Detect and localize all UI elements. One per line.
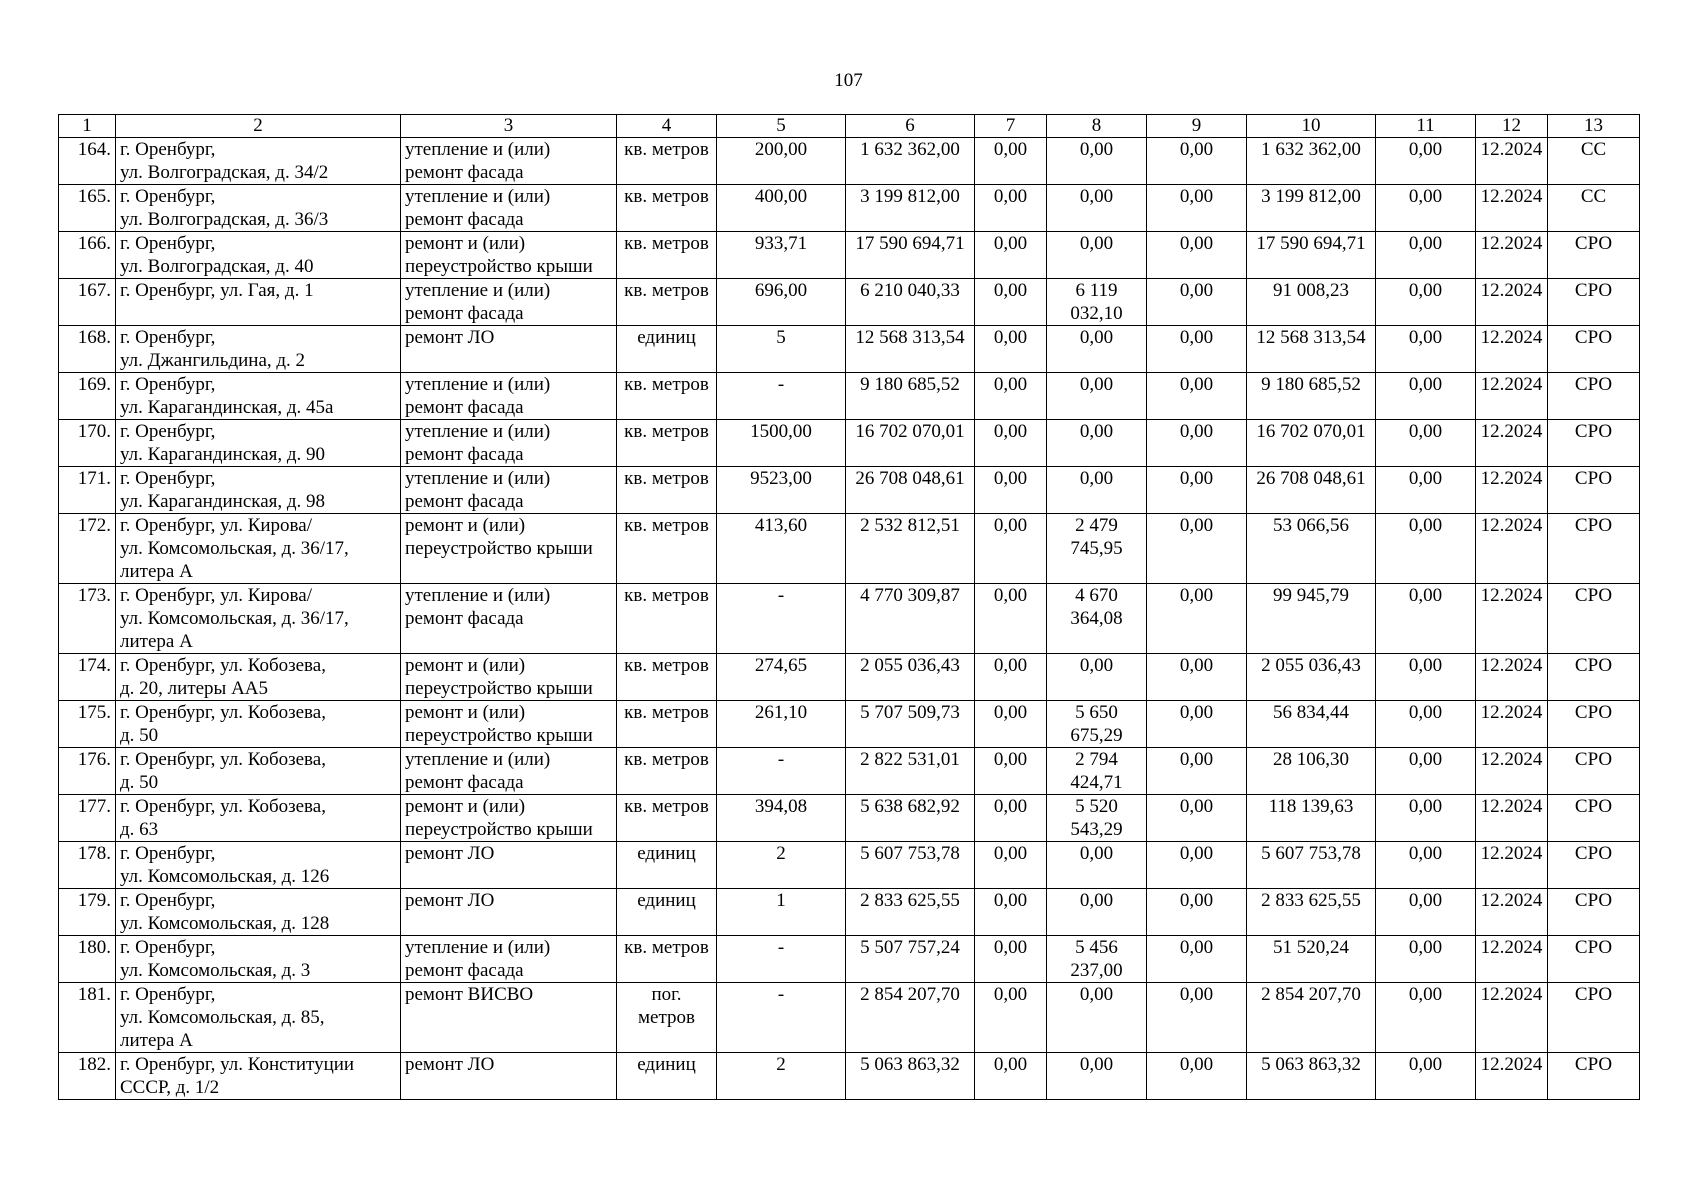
cell-work-type: ремонт ЛО bbox=[401, 326, 617, 373]
cell-work-type: ремонт ВИСВО bbox=[401, 983, 617, 1053]
column-header-4: 4 bbox=[617, 115, 717, 138]
cell-work-type: ремонт и (или) переустройство крыши bbox=[401, 514, 617, 584]
cell-work-type: утепление и (или) ремонт фасада bbox=[401, 420, 617, 467]
cell-method: СРО bbox=[1548, 795, 1640, 842]
cell-budget-cost: 6 119 032,10 bbox=[1047, 279, 1147, 326]
page-number: 107 bbox=[834, 70, 863, 91]
cell-method: СРО bbox=[1548, 748, 1640, 795]
cell-total-cost: 2 822 531,01 bbox=[846, 748, 975, 795]
cell-row-number: 167. bbox=[59, 279, 116, 326]
cell-volume: 394,08 bbox=[717, 795, 846, 842]
cell-owner-cost: 53 066,56 bbox=[1247, 514, 1376, 584]
cell-volume: - bbox=[717, 936, 846, 983]
cell-other-cost: 0,00 bbox=[1147, 936, 1247, 983]
cell-total-cost: 5 638 682,92 bbox=[846, 795, 975, 842]
cell-address: г. Оренбург, ул. Волгоградская, д. 34/2 bbox=[116, 138, 401, 185]
cell-fund-cost: 0,00 bbox=[975, 795, 1047, 842]
cell-method: СС bbox=[1548, 138, 1640, 185]
cell-total-cost: 5 607 753,78 bbox=[846, 842, 975, 889]
cell-owner-cost: 2 055 036,43 bbox=[1247, 654, 1376, 701]
cell-address: г. Оренбург, ул. Волгоградская, д. 40 bbox=[116, 232, 401, 279]
header-row bbox=[59, 115, 1640, 138]
cell-address: г. Оренбург, ул. Конституции СССР, д. 1/2 bbox=[116, 1053, 401, 1100]
cell-total-cost: 5 063 863,32 bbox=[846, 1053, 975, 1100]
cell-budget-cost: 2 479 745,95 bbox=[1047, 514, 1147, 584]
cell-total-cost: 3 199 812,00 bbox=[846, 185, 975, 232]
cell-owner-cost: 1 632 362,00 bbox=[1247, 138, 1376, 185]
cell-method: СРО bbox=[1548, 326, 1640, 373]
cell-work-type: ремонт и (или) переустройство крыши bbox=[401, 795, 617, 842]
cell-method: СС bbox=[1548, 185, 1640, 232]
cell-budget-cost: 0,00 bbox=[1047, 138, 1147, 185]
cell-extra-cost: 0,00 bbox=[1376, 842, 1476, 889]
cell-budget-cost: 0,00 bbox=[1047, 326, 1147, 373]
cell-method: СРО bbox=[1548, 889, 1640, 936]
cell-extra-cost: 0,00 bbox=[1376, 936, 1476, 983]
cell-budget-cost: 5 520 543,29 bbox=[1047, 795, 1147, 842]
cell-row-number: 169. bbox=[59, 373, 116, 420]
cell-address: г. Оренбург, ул. Кобозева, д. 50 bbox=[116, 748, 401, 795]
cell-owner-cost: 9 180 685,52 bbox=[1247, 373, 1376, 420]
cell-volume: 400,00 bbox=[717, 185, 846, 232]
cell-unit: кв. метров bbox=[617, 420, 717, 467]
cell-address: г. Оренбург, ул. Комсомольская, д. 85, литера А bbox=[116, 983, 401, 1053]
cell-total-cost: 5 507 757,24 bbox=[846, 936, 975, 983]
cell-method: СРО bbox=[1548, 279, 1640, 326]
cell-completion-date: 12.2024 bbox=[1476, 138, 1548, 185]
cell-method: СРО bbox=[1548, 373, 1640, 420]
table-row bbox=[59, 467, 1640, 514]
cell-extra-cost: 0,00 bbox=[1376, 420, 1476, 467]
cell-unit: единиц bbox=[617, 326, 717, 373]
cell-fund-cost: 0,00 bbox=[975, 467, 1047, 514]
cell-row-number: 173. bbox=[59, 584, 116, 654]
cell-row-number: 179. bbox=[59, 889, 116, 936]
table-row bbox=[59, 795, 1640, 842]
cell-address: г. Оренбург, ул. Гая, д. 1 bbox=[116, 279, 401, 326]
table-row bbox=[59, 936, 1640, 983]
cell-row-number: 182. bbox=[59, 1053, 116, 1100]
cell-address: г. Оренбург, ул. Кобозева, д. 50 bbox=[116, 701, 401, 748]
cell-fund-cost: 0,00 bbox=[975, 138, 1047, 185]
cell-fund-cost: 0,00 bbox=[975, 936, 1047, 983]
cell-extra-cost: 0,00 bbox=[1376, 467, 1476, 514]
cell-extra-cost: 0,00 bbox=[1376, 326, 1476, 373]
cell-completion-date: 12.2024 bbox=[1476, 467, 1548, 514]
cell-row-number: 168. bbox=[59, 326, 116, 373]
cell-completion-date: 12.2024 bbox=[1476, 1053, 1548, 1100]
cell-owner-cost: 118 139,63 bbox=[1247, 795, 1376, 842]
cell-fund-cost: 0,00 bbox=[975, 232, 1047, 279]
cell-volume: - bbox=[717, 983, 846, 1053]
cell-volume: 5 bbox=[717, 326, 846, 373]
cell-extra-cost: 0,00 bbox=[1376, 373, 1476, 420]
cell-fund-cost: 0,00 bbox=[975, 514, 1047, 584]
cell-owner-cost: 5 607 753,78 bbox=[1247, 842, 1376, 889]
cell-completion-date: 12.2024 bbox=[1476, 373, 1548, 420]
cell-budget-cost: 0,00 bbox=[1047, 983, 1147, 1053]
cell-address: г. Оренбург, ул. Комсомольская, д. 3 bbox=[116, 936, 401, 983]
column-header-12: 12 bbox=[1476, 115, 1548, 138]
table-row bbox=[59, 185, 1640, 232]
cell-other-cost: 0,00 bbox=[1147, 467, 1247, 514]
table-row bbox=[59, 889, 1640, 936]
cell-total-cost: 2 055 036,43 bbox=[846, 654, 975, 701]
cell-other-cost: 0,00 bbox=[1147, 514, 1247, 584]
cell-work-type: ремонт ЛО bbox=[401, 1053, 617, 1100]
cell-owner-cost: 26 708 048,61 bbox=[1247, 467, 1376, 514]
cell-unit: единиц bbox=[617, 1053, 717, 1100]
cell-row-number: 170. bbox=[59, 420, 116, 467]
cell-fund-cost: 0,00 bbox=[975, 701, 1047, 748]
cell-budget-cost: 0,00 bbox=[1047, 373, 1147, 420]
cell-budget-cost: 0,00 bbox=[1047, 889, 1147, 936]
table-row bbox=[59, 584, 1640, 654]
cell-owner-cost: 91 008,23 bbox=[1247, 279, 1376, 326]
cell-work-type: утепление и (или) ремонт фасада bbox=[401, 748, 617, 795]
cell-completion-date: 12.2024 bbox=[1476, 701, 1548, 748]
cell-fund-cost: 0,00 bbox=[975, 373, 1047, 420]
data-table bbox=[58, 114, 1640, 1100]
column-header-7: 7 bbox=[975, 115, 1047, 138]
cell-unit: кв. метров bbox=[617, 232, 717, 279]
cell-extra-cost: 0,00 bbox=[1376, 279, 1476, 326]
cell-completion-date: 12.2024 bbox=[1476, 584, 1548, 654]
column-header-9: 9 bbox=[1147, 115, 1247, 138]
cell-unit: кв. метров bbox=[617, 373, 717, 420]
cell-volume: 9523,00 bbox=[717, 467, 846, 514]
cell-completion-date: 12.2024 bbox=[1476, 279, 1548, 326]
cell-volume: 261,10 bbox=[717, 701, 846, 748]
cell-budget-cost: 0,00 bbox=[1047, 232, 1147, 279]
cell-unit: кв. метров bbox=[617, 279, 717, 326]
cell-row-number: 181. bbox=[59, 983, 116, 1053]
cell-unit: кв. метров bbox=[617, 584, 717, 654]
cell-method: СРО bbox=[1548, 842, 1640, 889]
cell-total-cost: 2 833 625,55 bbox=[846, 889, 975, 936]
cell-work-type: утепление и (или) ремонт фасада bbox=[401, 185, 617, 232]
cell-unit: кв. метров bbox=[617, 701, 717, 748]
cell-other-cost: 0,00 bbox=[1147, 1053, 1247, 1100]
table-row bbox=[59, 232, 1640, 279]
cell-owner-cost: 3 199 812,00 bbox=[1247, 185, 1376, 232]
cell-work-type: утепление и (или) ремонт фасада bbox=[401, 279, 617, 326]
cell-other-cost: 0,00 bbox=[1147, 138, 1247, 185]
cell-fund-cost: 0,00 bbox=[975, 889, 1047, 936]
cell-extra-cost: 0,00 bbox=[1376, 185, 1476, 232]
cell-unit: кв. метров bbox=[617, 748, 717, 795]
cell-row-number: 164. bbox=[59, 138, 116, 185]
cell-other-cost: 0,00 bbox=[1147, 326, 1247, 373]
cell-volume: 274,65 bbox=[717, 654, 846, 701]
cell-total-cost: 6 210 040,33 bbox=[846, 279, 975, 326]
cell-budget-cost: 0,00 bbox=[1047, 420, 1147, 467]
cell-owner-cost: 12 568 313,54 bbox=[1247, 326, 1376, 373]
cell-unit: пог. метров bbox=[617, 983, 717, 1053]
cell-unit: единиц bbox=[617, 842, 717, 889]
cell-fund-cost: 0,00 bbox=[975, 420, 1047, 467]
cell-completion-date: 12.2024 bbox=[1476, 514, 1548, 584]
cell-method: СРО bbox=[1548, 467, 1640, 514]
cell-address: г. Оренбург, ул. Кирова/ ул. Комсомольская, д. 36/17, литера А bbox=[116, 584, 401, 654]
column-header-1: 1 bbox=[59, 115, 116, 138]
cell-row-number: 174. bbox=[59, 654, 116, 701]
cell-other-cost: 0,00 bbox=[1147, 232, 1247, 279]
cell-completion-date: 12.2024 bbox=[1476, 936, 1548, 983]
cell-work-type: ремонт ЛО bbox=[401, 842, 617, 889]
cell-row-number: 176. bbox=[59, 748, 116, 795]
cell-work-type: утепление и (или) ремонт фасада bbox=[401, 467, 617, 514]
cell-work-type: утепление и (или) ремонт фасада bbox=[401, 373, 617, 420]
cell-row-number: 180. bbox=[59, 936, 116, 983]
cell-row-number: 166. bbox=[59, 232, 116, 279]
cell-owner-cost: 2 854 207,70 bbox=[1247, 983, 1376, 1053]
cell-fund-cost: 0,00 bbox=[975, 748, 1047, 795]
table-row bbox=[59, 138, 1640, 185]
cell-address: г. Оренбург, ул. Карагандинская, д. 45а bbox=[116, 373, 401, 420]
cell-address: г. Оренбург, ул. Кобозева, д. 20, литеры АА5 bbox=[116, 654, 401, 701]
cell-volume: 1500,00 bbox=[717, 420, 846, 467]
cell-other-cost: 0,00 bbox=[1147, 654, 1247, 701]
cell-other-cost: 0,00 bbox=[1147, 842, 1247, 889]
cell-completion-date: 12.2024 bbox=[1476, 748, 1548, 795]
cell-completion-date: 12.2024 bbox=[1476, 983, 1548, 1053]
cell-row-number: 178. bbox=[59, 842, 116, 889]
cell-work-type: ремонт ЛО bbox=[401, 889, 617, 936]
cell-volume: 200,00 bbox=[717, 138, 846, 185]
cell-owner-cost: 16 702 070,01 bbox=[1247, 420, 1376, 467]
cell-fund-cost: 0,00 bbox=[975, 1053, 1047, 1100]
cell-fund-cost: 0,00 bbox=[975, 279, 1047, 326]
cell-budget-cost: 2 794 424,71 bbox=[1047, 748, 1147, 795]
cell-unit: единиц bbox=[617, 889, 717, 936]
table-row bbox=[59, 420, 1640, 467]
cell-total-cost: 2 532 812,51 bbox=[846, 514, 975, 584]
cell-total-cost: 4 770 309,87 bbox=[846, 584, 975, 654]
cell-extra-cost: 0,00 bbox=[1376, 584, 1476, 654]
cell-budget-cost: 0,00 bbox=[1047, 654, 1147, 701]
cell-other-cost: 0,00 bbox=[1147, 889, 1247, 936]
cell-unit: кв. метров bbox=[617, 138, 717, 185]
cell-owner-cost: 51 520,24 bbox=[1247, 936, 1376, 983]
cell-method: СРО bbox=[1548, 1053, 1640, 1100]
cell-row-number: 171. bbox=[59, 467, 116, 514]
column-header-8: 8 bbox=[1047, 115, 1147, 138]
cell-budget-cost: 0,00 bbox=[1047, 467, 1147, 514]
cell-other-cost: 0,00 bbox=[1147, 701, 1247, 748]
column-header-6: 6 bbox=[846, 115, 975, 138]
column-header-13: 13 bbox=[1548, 115, 1640, 138]
cell-extra-cost: 0,00 bbox=[1376, 795, 1476, 842]
cell-other-cost: 0,00 bbox=[1147, 279, 1247, 326]
cell-unit: кв. метров bbox=[617, 654, 717, 701]
cell-volume: 1 bbox=[717, 889, 846, 936]
cell-other-cost: 0,00 bbox=[1147, 584, 1247, 654]
cell-method: СРО bbox=[1548, 983, 1640, 1053]
cell-work-type: утепление и (или) ремонт фасада bbox=[401, 138, 617, 185]
table-row bbox=[59, 326, 1640, 373]
column-header-3: 3 bbox=[401, 115, 617, 138]
cell-fund-cost: 0,00 bbox=[975, 185, 1047, 232]
cell-volume: 696,00 bbox=[717, 279, 846, 326]
cell-fund-cost: 0,00 bbox=[975, 983, 1047, 1053]
cell-address: г. Оренбург, ул. Джангильдина, д. 2 bbox=[116, 326, 401, 373]
table-row bbox=[59, 373, 1640, 420]
cell-other-cost: 0,00 bbox=[1147, 795, 1247, 842]
cell-method: СРО bbox=[1548, 514, 1640, 584]
cell-volume: 933,71 bbox=[717, 232, 846, 279]
cell-work-type: ремонт и (или) переустройство крыши bbox=[401, 232, 617, 279]
cell-row-number: 177. bbox=[59, 795, 116, 842]
cell-address: г. Оренбург, ул. Карагандинская, д. 98 bbox=[116, 467, 401, 514]
cell-completion-date: 12.2024 bbox=[1476, 185, 1548, 232]
cell-other-cost: 0,00 bbox=[1147, 373, 1247, 420]
cell-completion-date: 12.2024 bbox=[1476, 654, 1548, 701]
table-row bbox=[59, 842, 1640, 889]
cell-owner-cost: 99 945,79 bbox=[1247, 584, 1376, 654]
cell-budget-cost: 0,00 bbox=[1047, 842, 1147, 889]
table-row bbox=[59, 654, 1640, 701]
cell-total-cost: 12 568 313,54 bbox=[846, 326, 975, 373]
cell-method: СРО bbox=[1548, 232, 1640, 279]
column-header-10: 10 bbox=[1247, 115, 1376, 138]
table-row bbox=[59, 748, 1640, 795]
cell-method: СРО bbox=[1548, 420, 1640, 467]
cell-budget-cost: 5 650 675,29 bbox=[1047, 701, 1147, 748]
cell-total-cost: 1 632 362,00 bbox=[846, 138, 975, 185]
cell-work-type: ремонт и (или) переустройство крыши bbox=[401, 701, 617, 748]
cell-owner-cost: 5 063 863,32 bbox=[1247, 1053, 1376, 1100]
cell-owner-cost: 17 590 694,71 bbox=[1247, 232, 1376, 279]
cell-extra-cost: 0,00 bbox=[1376, 232, 1476, 279]
cell-total-cost: 5 707 509,73 bbox=[846, 701, 975, 748]
cell-extra-cost: 0,00 bbox=[1376, 748, 1476, 795]
cell-method: СРО bbox=[1548, 654, 1640, 701]
cell-budget-cost: 0,00 bbox=[1047, 185, 1147, 232]
cell-fund-cost: 0,00 bbox=[975, 584, 1047, 654]
cell-extra-cost: 0,00 bbox=[1376, 514, 1476, 584]
cell-volume: - bbox=[717, 584, 846, 654]
cell-completion-date: 12.2024 bbox=[1476, 842, 1548, 889]
cell-unit: кв. метров bbox=[617, 514, 717, 584]
cell-volume: 2 bbox=[717, 842, 846, 889]
cell-completion-date: 12.2024 bbox=[1476, 420, 1548, 467]
cell-fund-cost: 0,00 bbox=[975, 654, 1047, 701]
cell-completion-date: 12.2024 bbox=[1476, 326, 1548, 373]
column-header-5: 5 bbox=[717, 115, 846, 138]
cell-extra-cost: 0,00 bbox=[1376, 889, 1476, 936]
cell-volume: 2 bbox=[717, 1053, 846, 1100]
cell-other-cost: 0,00 bbox=[1147, 420, 1247, 467]
cell-row-number: 175. bbox=[59, 701, 116, 748]
cell-row-number: 165. bbox=[59, 185, 116, 232]
cell-other-cost: 0,00 bbox=[1147, 983, 1247, 1053]
cell-address: г. Оренбург, ул. Комсомольская, д. 126 bbox=[116, 842, 401, 889]
table-body bbox=[59, 138, 1640, 1100]
cell-budget-cost: 0,00 bbox=[1047, 1053, 1147, 1100]
table-row bbox=[59, 983, 1640, 1053]
column-header-11: 11 bbox=[1376, 115, 1476, 138]
cell-extra-cost: 0,00 bbox=[1376, 1053, 1476, 1100]
cell-completion-date: 12.2024 bbox=[1476, 889, 1548, 936]
table-row bbox=[59, 279, 1640, 326]
cell-work-type: утепление и (или) ремонт фасада bbox=[401, 936, 617, 983]
cell-method: СРО bbox=[1548, 936, 1640, 983]
cell-budget-cost: 5 456 237,00 bbox=[1047, 936, 1147, 983]
cell-method: СРО bbox=[1548, 701, 1640, 748]
column-header-2: 2 bbox=[116, 115, 401, 138]
cell-other-cost: 0,00 bbox=[1147, 748, 1247, 795]
cell-unit: кв. метров bbox=[617, 936, 717, 983]
cell-owner-cost: 56 834,44 bbox=[1247, 701, 1376, 748]
table-row bbox=[59, 514, 1640, 584]
cell-unit: кв. метров bbox=[617, 185, 717, 232]
cell-unit: кв. метров bbox=[617, 795, 717, 842]
cell-extra-cost: 0,00 bbox=[1376, 701, 1476, 748]
cell-work-type: утепление и (или) ремонт фасада bbox=[401, 584, 617, 654]
cell-fund-cost: 0,00 bbox=[975, 842, 1047, 889]
cell-row-number: 172. bbox=[59, 514, 116, 584]
cell-other-cost: 0,00 bbox=[1147, 185, 1247, 232]
cell-budget-cost: 4 670 364,08 bbox=[1047, 584, 1147, 654]
cell-total-cost: 26 708 048,61 bbox=[846, 467, 975, 514]
cell-extra-cost: 0,00 bbox=[1376, 654, 1476, 701]
cell-extra-cost: 0,00 bbox=[1376, 983, 1476, 1053]
cell-extra-cost: 0,00 bbox=[1376, 138, 1476, 185]
cell-work-type: ремонт и (или) переустройство крыши bbox=[401, 654, 617, 701]
cell-volume: - bbox=[717, 373, 846, 420]
cell-owner-cost: 28 106,30 bbox=[1247, 748, 1376, 795]
cell-method: СРО bbox=[1548, 584, 1640, 654]
cell-owner-cost: 2 833 625,55 bbox=[1247, 889, 1376, 936]
cell-unit: кв. метров bbox=[617, 467, 717, 514]
cell-volume: - bbox=[717, 748, 846, 795]
table-row bbox=[59, 1053, 1640, 1100]
cell-total-cost: 17 590 694,71 bbox=[846, 232, 975, 279]
cell-fund-cost: 0,00 bbox=[975, 326, 1047, 373]
cell-address: г. Оренбург, ул. Комсомольская, д. 128 bbox=[116, 889, 401, 936]
cell-volume: 413,60 bbox=[717, 514, 846, 584]
cell-address: г. Оренбург, ул. Волгоградская, д. 36/3 bbox=[116, 185, 401, 232]
cell-address: г. Оренбург, ул. Кобозева, д. 63 bbox=[116, 795, 401, 842]
cell-address: г. Оренбург, ул. Кирова/ ул. Комсомольская, д. 36/17, литера А bbox=[116, 514, 401, 584]
cell-address: г. Оренбург, ул. Карагандинская, д. 90 bbox=[116, 420, 401, 467]
table-row bbox=[59, 701, 1640, 748]
cell-completion-date: 12.2024 bbox=[1476, 232, 1548, 279]
cell-total-cost: 2 854 207,70 bbox=[846, 983, 975, 1053]
cell-total-cost: 9 180 685,52 bbox=[846, 373, 975, 420]
cell-completion-date: 12.2024 bbox=[1476, 795, 1548, 842]
cell-total-cost: 16 702 070,01 bbox=[846, 420, 975, 467]
